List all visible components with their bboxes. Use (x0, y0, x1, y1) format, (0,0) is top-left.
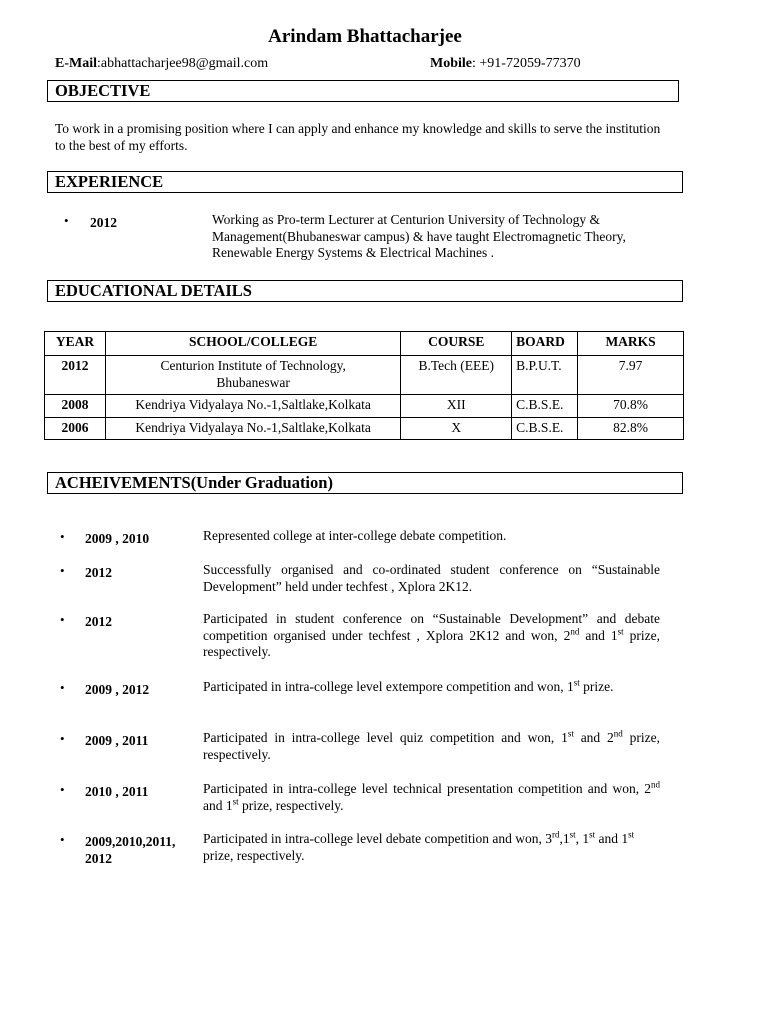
objective-text: To work in a promising position where I can apply and enhance my knowledge and skills to serve the institution to the best of my efforts. (55, 121, 661, 153)
bullet-icon: • (60, 612, 65, 627)
table-cell: 7.97 (578, 356, 684, 395)
table-cell: Kendriya Vidyalaya No.-1,Saltlake,Kolkata (105, 417, 400, 440)
table-cell: B.Tech (EEE) (401, 356, 512, 395)
section-heading-education: EDUCATIONAL DETAILS (47, 280, 683, 302)
bullet-icon: • (60, 832, 65, 847)
achievement-text: Participated in student conference on “Sustainable Development” and debate competition organised under techfest , Xplora 2K12 and won, 2nd and 1st prize, respectively. (203, 611, 660, 659)
table-cell: Kendriya Vidyalaya No.-1,Saltlake,Kolkata (105, 395, 400, 418)
achievement-text: Participated in intra-college level debate competition and won, 3rd,1st, 1st and 1st prize, respectively. (203, 829, 635, 863)
bullet-icon: • (60, 731, 65, 746)
section-heading-achievements: ACHEIVEMENTS(Under Graduation) (47, 472, 683, 494)
table-cell: 82.8% (578, 417, 684, 440)
table-header-row (45, 332, 684, 356)
bullet-icon: • (60, 563, 65, 578)
achievement-year: 2009 , 2012 (85, 682, 150, 697)
achievement-year: 2009 , 2010 (85, 531, 150, 546)
table-cell: X (401, 417, 512, 440)
table-row (45, 356, 684, 395)
resume-name: Arindam Bhattacharjee (268, 26, 462, 47)
email-label: E-Mail (55, 56, 97, 71)
achievement-year: 2012 (85, 565, 112, 580)
education-table (44, 331, 684, 440)
achievement-year: 2010 , 2011 (85, 784, 149, 799)
column-header: COURSE (401, 332, 512, 356)
achievement-text: Participated in intra-college level extempore competition and won, 1st prize. (203, 677, 614, 694)
section-heading-experience: EXPERIENCE (47, 171, 683, 193)
experience-text: Working as Pro-term Lecturer at Centurion University of Technology & Management(Bhubaneswar campus) & have taught Electromagnetic Theory, Renewable Energy Systems & Electrical Machines . (212, 212, 626, 260)
column-header: YEAR (45, 332, 106, 356)
mobile-value: : +91-72059-77370 (472, 56, 581, 71)
table-cell: XII (401, 395, 512, 418)
column-header: MARKS (578, 332, 684, 356)
achievement-text: Represented college at inter-college debate competition. (203, 528, 507, 543)
bullet-icon: • (60, 782, 65, 797)
email-line (55, 56, 268, 72)
table-row (45, 417, 684, 440)
experience-year: 2012 (90, 215, 117, 230)
achievement-year: 2012 (85, 614, 112, 629)
bullet-icon: • (60, 680, 65, 695)
table-cell: 70.8% (578, 395, 684, 418)
mobile-line (430, 56, 581, 72)
table-row (45, 395, 684, 418)
bullet-icon: • (60, 529, 65, 544)
achievement-text: Successfully organised and co-ordinated student conference on “Sustainable Development” held under techfest , Xplora 2K12. (203, 562, 660, 594)
table-cell: C.B.S.E. (512, 395, 578, 418)
email-value: :abhattacharjee98@gmail.com (97, 56, 269, 71)
mobile-label: Mobile (430, 56, 472, 71)
table-cell: 2012 (45, 356, 106, 395)
column-header: SCHOOL/COLLEGE (105, 332, 400, 356)
achievement-year: 2009 , 2011 (85, 733, 149, 748)
achievement-year: 2009,2010,2011, 2012 (85, 834, 176, 866)
table-cell: C.B.S.E. (512, 417, 578, 440)
achievement-text: Participated in intra-college level technical presentation competition and won, 2nd and 1st prize, respectively. (203, 779, 660, 813)
column-header: BOARD (512, 332, 578, 356)
section-heading-objective: OBJECTIVE (47, 80, 679, 102)
table-cell: 2006 (45, 417, 106, 440)
table-cell: B.P.U.T. (512, 356, 578, 395)
table-cell: Centurion Institute of Technology, Bhubaneswar (105, 356, 400, 395)
bullet-icon: • (64, 213, 69, 228)
table-cell: 2008 (45, 395, 106, 418)
achievement-text: Participated in intra-college level quiz competition and won, 1st and 2nd prize, respectively. (203, 728, 661, 762)
